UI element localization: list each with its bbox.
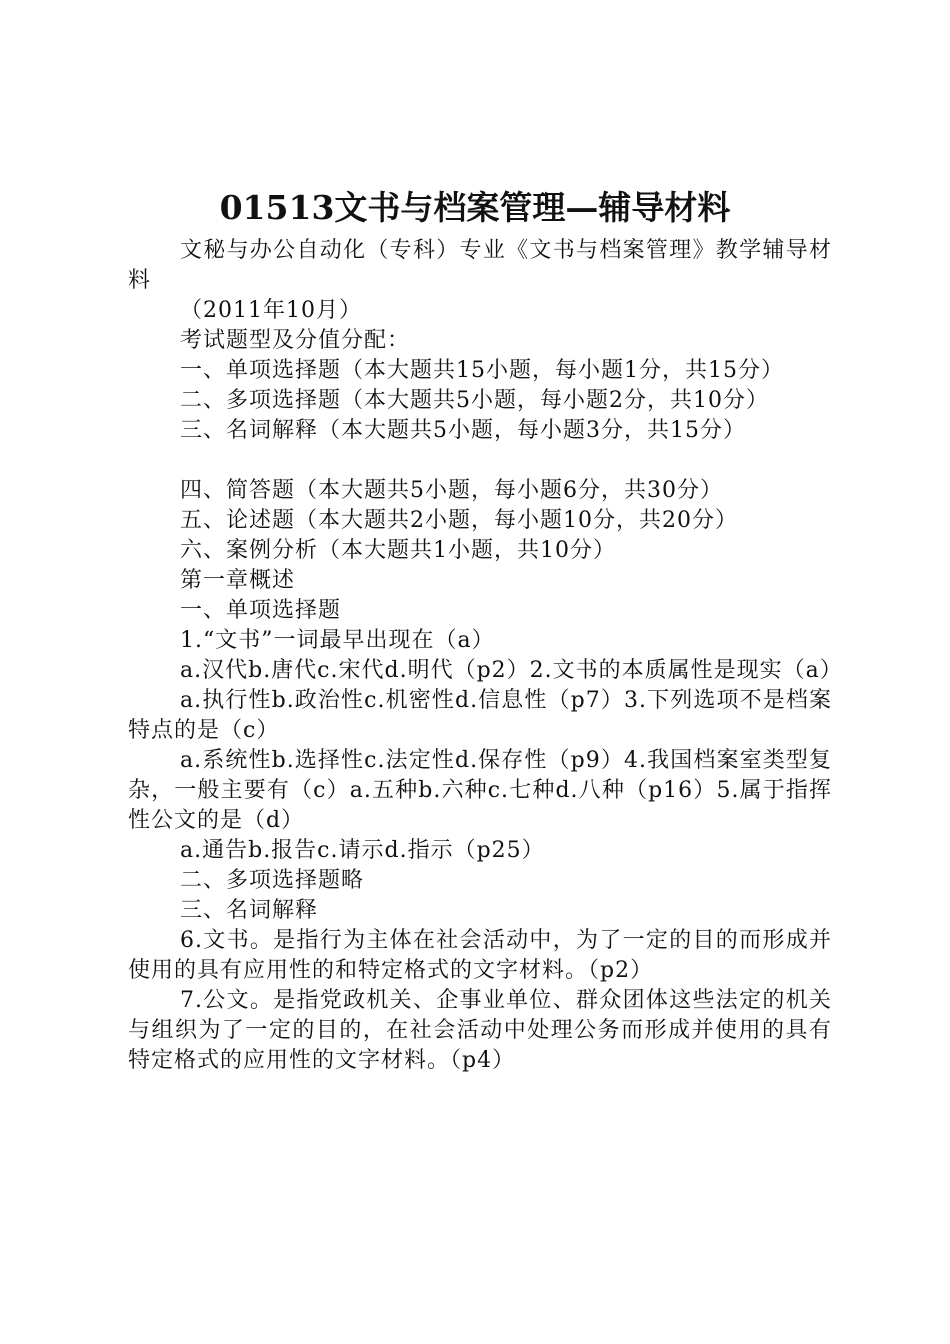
paragraph-term-7: 7.公文。是指党政机关、企事业单位、群众团体这些法定的机关与组织为了一定的目的，在社会活动中处理公务而形成并使用的具有特定格式的应用性的文字材料。（p4） xyxy=(128,988,832,1073)
paragraph-subtitle: 文秘与办公自动化（专科）专业《文书与档案管理》教学辅导材料 xyxy=(128,238,832,293)
document-title: 01513文书与档案管理—辅导材料 xyxy=(219,188,731,227)
paragraph-question-3: a.执行性b.政治性c.机密性d.信息性（p7）3.下列选项不是档案特点的是（c） xyxy=(128,688,832,743)
paragraph-exam-type-4: 四、简答题（本大题共5小题，每小题6分，共30分） xyxy=(180,478,723,503)
paragraph-chapter-1-heading: 第一章概述 xyxy=(180,568,296,593)
document-body xyxy=(128,236,843,1076)
paragraph-question-4-5: a.系统性b.选择性c.法定性d.保存性（p9）4.我国档案室类型复杂，一般主要有（c）a.五种b.六种c.七种d.八种（p16）5.属于指挥性公文的是（d） xyxy=(128,748,832,833)
paragraph-section-single-choice: 一、单项选择题 xyxy=(180,598,342,623)
paragraph-exam-type-5: 五、论述题（本大题共2小题，每小题10分，共20分） xyxy=(180,508,738,533)
paragraph-section-terms: 三、名词解释 xyxy=(180,898,319,923)
paragraph-term-6: 6.文书。是指行为主体在社会活动中，为了一定的目的而形成并使用的具有应用性的和特定格式的文字材料。（p2） xyxy=(128,928,832,983)
paragraph-exam-type-3: 三、名词解释（本大题共5小题，每小题3分，共15分） xyxy=(180,418,746,443)
paragraph-question-2: a.汉代b.唐代c.宋代d.明代（p2）2.文书的本质属性是现实（a） xyxy=(180,658,843,683)
paragraph-answers-5: a.通告b.报告c.请示d.指示（p25） xyxy=(180,838,545,863)
paragraph-exam-type-1: 一、单项选择题（本大题共15小题，每小题1分，共15分） xyxy=(180,358,784,383)
paragraph-question-1: 1.“文书”一词最早出现在（a） xyxy=(180,628,495,653)
paragraph-exam-type-2: 二、多项选择题（本大题共5小题，每小题2分，共10分） xyxy=(180,388,769,413)
paragraph-exam-type-6: 六、案例分析（本大题共1小题，共10分） xyxy=(180,538,616,563)
paragraph-section-multiple-choice: 二、多项选择题略 xyxy=(180,868,365,893)
blank-line xyxy=(128,446,832,476)
paragraph-date: （2011年10月） xyxy=(180,298,362,323)
paragraph-exam-types-heading: 考试题型及分值分配： xyxy=(180,328,411,353)
